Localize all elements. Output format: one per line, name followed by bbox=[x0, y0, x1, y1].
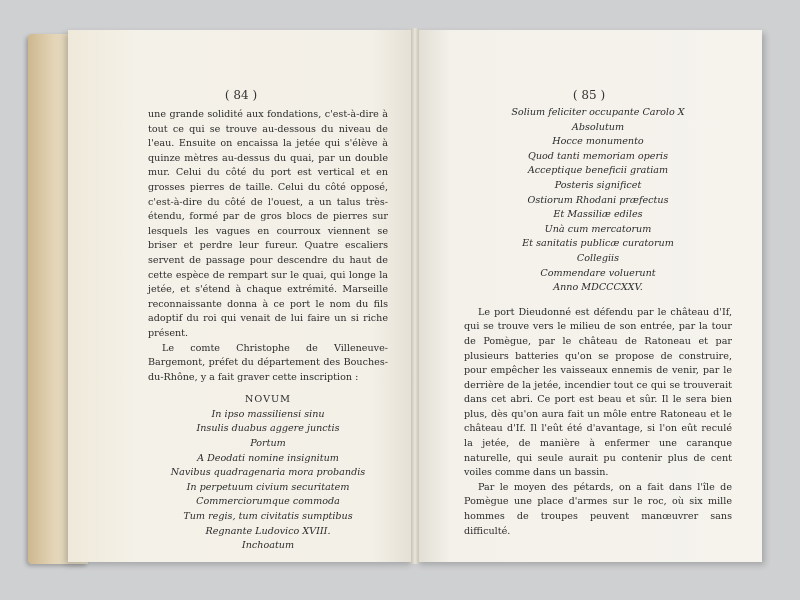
inscription-line: Et sanitatis publicæ curatorum bbox=[522, 238, 674, 250]
right-page-text bbox=[464, 306, 732, 540]
inscription-line: Et Massiliæ ediles bbox=[553, 209, 643, 221]
right-paragraph-1: Le port Dieudonné est défendu par le château d'If, qui se trouve vers le milieu de son entrée, par la tour de Pomègue, par le château de Ratoneau et par plusieurs batteries qu'on se propose de construire, pour empêcher les vaisseaux ennemis de venir, par le derrière de la jetée, incendier tout ce qui se trouverait dans cet abri. Ce port est beau et sûr. Il le sera bien plus, dès qu'on aura fait un môle entre Ratoneau et le château d'If. Il l'eût été d'avantage, si l'on eût reculé la jetée, de manière à enfermer une caranque naturelle, qui seule aurait pu contenir plus de cent voiles comme dans un bassin. bbox=[464, 306, 732, 479]
inscription-line: Solium feliciter occupante Carolo X bbox=[511, 107, 685, 118]
left-paragraph-2: Le comte Christophe de Villeneuve-Bargemont, préfet du département des Bouches-du-Rhône, y a fait graver cette inscription : bbox=[148, 342, 388, 383]
inscription-line: Tum regis, tum civitatis sumptibus bbox=[183, 511, 353, 523]
left-page bbox=[68, 30, 414, 562]
inscription-line: Hocce monumento bbox=[552, 136, 644, 148]
inscription-line: Regnante Ludovico XVIII. bbox=[205, 525, 331, 537]
inscription-line: Ostiorum Rhodani præfectus bbox=[527, 194, 669, 206]
inscription-line: Portum bbox=[250, 438, 286, 450]
inscription-line: Absolutum bbox=[571, 121, 625, 133]
page-number-right: ( 85 ) bbox=[572, 88, 606, 102]
open-book bbox=[28, 22, 772, 570]
inscription-line: NOVUM bbox=[245, 394, 291, 406]
inscription-line: Commerciorumque commoda bbox=[196, 496, 340, 508]
left-paragraph-1: une grande solidité aux fondations, c'est-à-dire à tout ce qui se trouve au-dessous du niveau de l'eau. Ensuite on encaissa la jetée qui s'élève à quinze mètres au-dessus du quai, par un double mur. Celui du côté du port est vertical et en grosses pierres de taille. Celui du côté opposé, c'est-à-dire du côté de l'ouest, a un talus très-étendu, formé par de gros blocs de pierres sur lesquels les vagues en courroux viennent se briser et perdre leur fureur. Quatre escaliers servent de passage pour descendre du haut de cette espèce de rempart sur le quai, qui longe la jetée, et s'étend à chaque extrémité. Marseille reconnaissante donna à ce port le nom du fils adoptif du roi qui venait de lui faire un si riche présent. bbox=[148, 109, 388, 339]
inscription-line: Insulis duabus aggere junctis bbox=[196, 423, 340, 435]
inscription-line: Acceptique beneficii gratiam bbox=[527, 165, 669, 177]
right-page bbox=[416, 30, 762, 562]
page-number-left: ( 84 ) bbox=[224, 88, 258, 102]
inscription-line: Inchoatum bbox=[241, 540, 295, 552]
right-paragraph-2: Par le moyen des pétards, on a fait dans l'île de Pomègue une place d'armes sur le roc, où six mille hommes de troupes peuvent manœuvrer sans difficulté. bbox=[464, 481, 732, 537]
inscription-line: Navibus quadragenaria mora probandis bbox=[170, 467, 366, 479]
book-gutter bbox=[411, 28, 419, 564]
inscription-line: Anno MDCCCXXV. bbox=[553, 282, 643, 294]
inscription-line: A Deodati nomine insignitum bbox=[197, 452, 339, 464]
inscription-line: Quod tanti memoriam operis bbox=[527, 150, 669, 162]
right-inscription bbox=[464, 106, 732, 296]
inscription-line: In perpetuum civium securitatem bbox=[186, 481, 350, 493]
inscription-line: Unà cum mercatorum bbox=[544, 223, 652, 235]
inscription-line: Posteris significet bbox=[554, 179, 642, 191]
inscription-line: Collegiis bbox=[576, 252, 620, 264]
left-inscription bbox=[148, 393, 388, 554]
left-page-text bbox=[148, 108, 388, 385]
inscription-line: Commendare voluerunt bbox=[540, 267, 656, 279]
inscription-line: In ipso massiliensi sinu bbox=[211, 408, 325, 420]
